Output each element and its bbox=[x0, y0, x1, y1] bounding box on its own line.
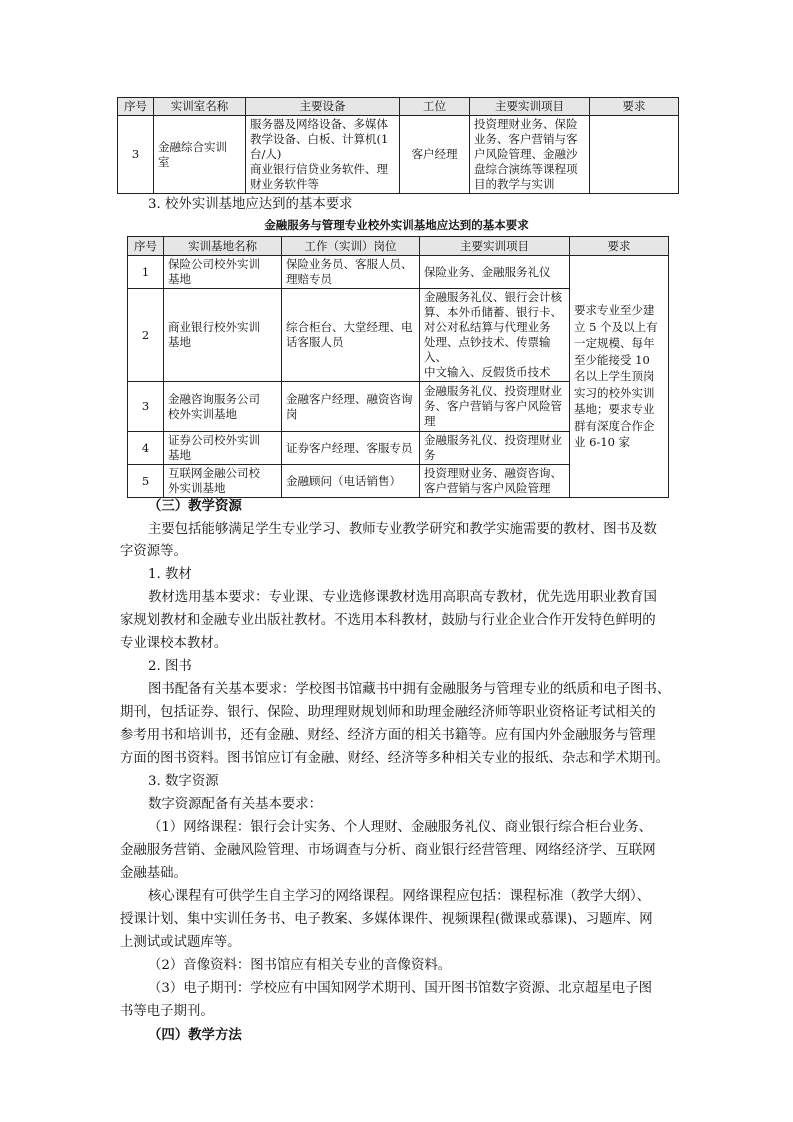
base-name bbox=[164, 382, 282, 432]
base-name-line: 外实训基地 bbox=[168, 481, 226, 495]
base-name-line: 基地 bbox=[168, 335, 191, 349]
paragraph-line: 图书配备有关基本要求：学校图书馆藏书中拥有金融服务与管理专业的纸质和电子图书、 bbox=[148, 682, 671, 697]
post-line: 保险业务员、客服人员、 bbox=[286, 257, 413, 271]
requirement-cell bbox=[570, 256, 669, 498]
project-cell bbox=[420, 382, 570, 432]
project-line: 算、本外币储蓄、银行卡、 bbox=[424, 305, 562, 319]
project-line: 务、客户营销与客户风险管 bbox=[424, 399, 562, 413]
subheading-textbook: 1. 教材 bbox=[148, 567, 192, 582]
post-line: 话客服人员 bbox=[286, 335, 344, 349]
row-number: 2 bbox=[128, 289, 164, 382]
requirement-line: 立 5 个及以上有 bbox=[574, 319, 658, 334]
paragraph-line: 核心课程有可供学生自主学习的网络课程。网络课程应包括：课程标准（教学大纲）、 bbox=[148, 889, 651, 904]
header-cell: 主要设备 bbox=[246, 98, 400, 116]
post-line: 理赔专员 bbox=[286, 272, 332, 286]
post-cell bbox=[282, 382, 420, 432]
paragraph-line: 参考用书和培训书，还有金融、财经、经济方面的相关书籍等。应有国内外金融服务与管理 bbox=[120, 728, 656, 743]
project-cell bbox=[420, 465, 570, 498]
requirement-line: 业 6-10 家 bbox=[574, 435, 631, 450]
post-line: 证券客户经理、客服专员 bbox=[286, 440, 413, 455]
post-cell bbox=[282, 256, 420, 289]
paragraph-line: 字资源等。 bbox=[120, 544, 187, 559]
offsite-base-table bbox=[127, 236, 669, 498]
section-heading: 3. 校外实训基地应达到的基本要求 bbox=[148, 197, 353, 212]
base-name-line: 保险公司校外实训 bbox=[168, 257, 260, 271]
paragraph-line: 金融基础。 bbox=[120, 866, 187, 881]
paragraph-line: 家规划教材和金融专业出版社教材。不选用本科教材，鼓励与行业企业合作开发特色鲜明的 bbox=[120, 613, 656, 628]
project-line: 客户营销与客户风险管理 bbox=[424, 481, 551, 495]
project-line: 理 bbox=[424, 414, 436, 428]
post-cell bbox=[282, 432, 420, 465]
paragraph-line: 方面的图书资料。图书馆应订有金融、财经、经济等多种相关专业的报纸、杂志和学术期刊。 bbox=[120, 751, 670, 766]
base-name bbox=[164, 289, 282, 382]
subheading-books: 2. 图书 bbox=[148, 659, 192, 674]
requirement-line: 实习的校外实训 bbox=[574, 385, 655, 400]
project-line: 投资理财业务、保险 bbox=[474, 117, 578, 131]
equipment-line: 服务器及网络设备、多媒体 bbox=[250, 117, 388, 131]
base-name-line: 校外实训基地 bbox=[168, 406, 237, 421]
row-number: 1 bbox=[128, 256, 164, 289]
post-line: 综合柜台、大堂经理、电 bbox=[286, 320, 413, 334]
table-title: 金融服务与管理专业校外实训基地应达到的基本要求 bbox=[264, 218, 529, 232]
lab-table-header bbox=[118, 98, 679, 116]
project-line: 务 bbox=[424, 448, 436, 462]
base-name-line: 互联网金融公司校 bbox=[168, 466, 260, 480]
paragraph-line: 金融服务营销、金融风险管理、市场调查与分析、商业银行经营管理、网络经济学、互联网 bbox=[120, 843, 656, 858]
offsite-table-header bbox=[128, 237, 669, 256]
equipment-line: 教学设备、白板、计算机(1 bbox=[250, 132, 389, 146]
post-line: 金融客户经理、融资咨询 bbox=[286, 391, 413, 406]
header-cell: 实训基地名称 bbox=[164, 237, 282, 256]
base-name-line: 金融咨询服务公司 bbox=[168, 391, 260, 406]
requirement-line: 要求专业至少建 bbox=[574, 303, 655, 318]
lab-name-line: 金融综合实训 bbox=[158, 139, 227, 154]
paragraph-line: （3）电子期刊：学校应有中国知网学术期刊、国开图书馆数字资源、北京超星电子图 bbox=[148, 981, 652, 996]
paragraph-line: （1）网络课程：银行会计实务、个人理财、金融服务礼仪、商业银行综合柜台业务、 bbox=[148, 820, 652, 835]
equipment-line: 财业务软件等 bbox=[250, 177, 319, 191]
base-name-line: 基地 bbox=[168, 272, 191, 286]
projects-cell bbox=[470, 116, 590, 194]
header-cell: 主要实训项目 bbox=[420, 237, 570, 256]
requirement-line: 名以上学生顶岗 bbox=[574, 369, 655, 384]
project-line: 目的教学与实训 bbox=[474, 177, 555, 191]
lab-name-line: 室 bbox=[158, 154, 170, 169]
project-line: 保险业务、金融服务礼仪 bbox=[424, 264, 551, 279]
row-number: 4 bbox=[128, 432, 164, 465]
lab-name bbox=[154, 116, 246, 194]
subheading-digital: 3. 数字资源 bbox=[148, 774, 219, 789]
header-cell: 序号 bbox=[128, 237, 164, 256]
post-cell bbox=[282, 465, 420, 498]
requirement-cell bbox=[590, 116, 679, 194]
base-name-line: 商业银行校外实训 bbox=[168, 320, 260, 334]
paragraph-line: 主要包括能够满足学生专业学习、教师专业教学研究和教学实施需要的教材、图书及数 bbox=[148, 522, 657, 537]
paragraph-line: （2）音像资料：图书馆应有相关专业的音像资料。 bbox=[148, 958, 452, 973]
project-line: 业务、客户营销与客 bbox=[474, 132, 578, 146]
equipment-cell bbox=[246, 116, 400, 194]
base-name-line: 基地 bbox=[168, 448, 191, 462]
paragraph-line: 期刊，包括证券、银行、保险、助理理财规划师和助理金融经济师等职业资格证考试相关的 bbox=[120, 705, 656, 720]
project-line: 盘综合演练等课程项 bbox=[474, 162, 578, 176]
header-cell: 主要实训项目 bbox=[470, 98, 590, 116]
paragraph-line: 书等电子期刊。 bbox=[120, 1004, 214, 1019]
base-name-line: 证券公司校外实训 bbox=[168, 433, 260, 447]
base-name bbox=[164, 432, 282, 465]
requirement-line: 一定规模、每年 bbox=[574, 336, 655, 351]
row-number: 3 bbox=[118, 116, 154, 194]
paragraph-line: 授课计划、集中实训任务书、电子教案、多媒体课件、视频课程(微课或慕课)、习题库、网 bbox=[120, 912, 653, 927]
section-heading-methods: （四）教学方法 bbox=[148, 1027, 242, 1043]
base-name bbox=[164, 465, 282, 498]
project-cell bbox=[420, 289, 570, 382]
paragraph-line: 教材选用基本要求：专业课、专业选修课教材选用高职高专教材，优先选用职业教育国 bbox=[148, 590, 657, 605]
project-line: 户风险管理、金融沙 bbox=[474, 147, 578, 161]
project-line: 中文输入、反假货币技术 bbox=[424, 365, 551, 379]
equipment-line: 商业银行信贷业务软件、理 bbox=[250, 162, 388, 176]
header-cell: 实训室名称 bbox=[154, 98, 246, 116]
project-line: 金融服务礼仪、投资理财业 bbox=[424, 433, 562, 447]
equipment-line: 台/人) bbox=[250, 147, 282, 161]
project-line: 对公对私结算与代理业务 bbox=[424, 320, 551, 334]
header-cell: 序号 bbox=[118, 98, 154, 116]
section-heading-resources: （三）教学资源 bbox=[148, 498, 242, 514]
project-line: 金融服务礼仪、投资理财业 bbox=[424, 384, 562, 398]
requirement-line: 基地；要求专业 bbox=[574, 402, 655, 417]
station-cell: 客户经理 bbox=[400, 116, 470, 194]
lab-table bbox=[117, 97, 679, 194]
header-cell: 工作（实训）岗位 bbox=[282, 237, 420, 256]
paragraph-line: 数字资源配备有关基本要求： bbox=[148, 797, 323, 812]
project-line: 金融服务礼仪、银行会计核 bbox=[424, 290, 562, 304]
requirement-line: 群有深度合作企 bbox=[574, 418, 655, 433]
project-line: 投资理财业务、融资咨询、 bbox=[424, 466, 562, 480]
base-name bbox=[164, 256, 282, 289]
header-cell: 工位 bbox=[400, 98, 470, 116]
post-cell bbox=[282, 289, 420, 382]
header-cell: 要求 bbox=[590, 98, 679, 116]
requirement-line: 至少能接受 10 bbox=[574, 352, 650, 367]
post-line: 金融顾问（电话销售） bbox=[286, 473, 401, 488]
paragraph-line: 上测试或试题库等。 bbox=[120, 935, 241, 950]
header-cell: 要求 bbox=[570, 237, 669, 256]
paragraph-line: 专业课校本教材。 bbox=[120, 636, 228, 651]
table-row bbox=[128, 256, 669, 289]
project-cell bbox=[420, 256, 570, 289]
project-cell bbox=[420, 432, 570, 465]
project-line: 处理、点钞技术、传票输入、 bbox=[424, 335, 551, 364]
row-number: 3 bbox=[128, 382, 164, 432]
table-row bbox=[118, 116, 679, 194]
row-number: 5 bbox=[128, 465, 164, 498]
post-line: 岗 bbox=[286, 406, 298, 421]
